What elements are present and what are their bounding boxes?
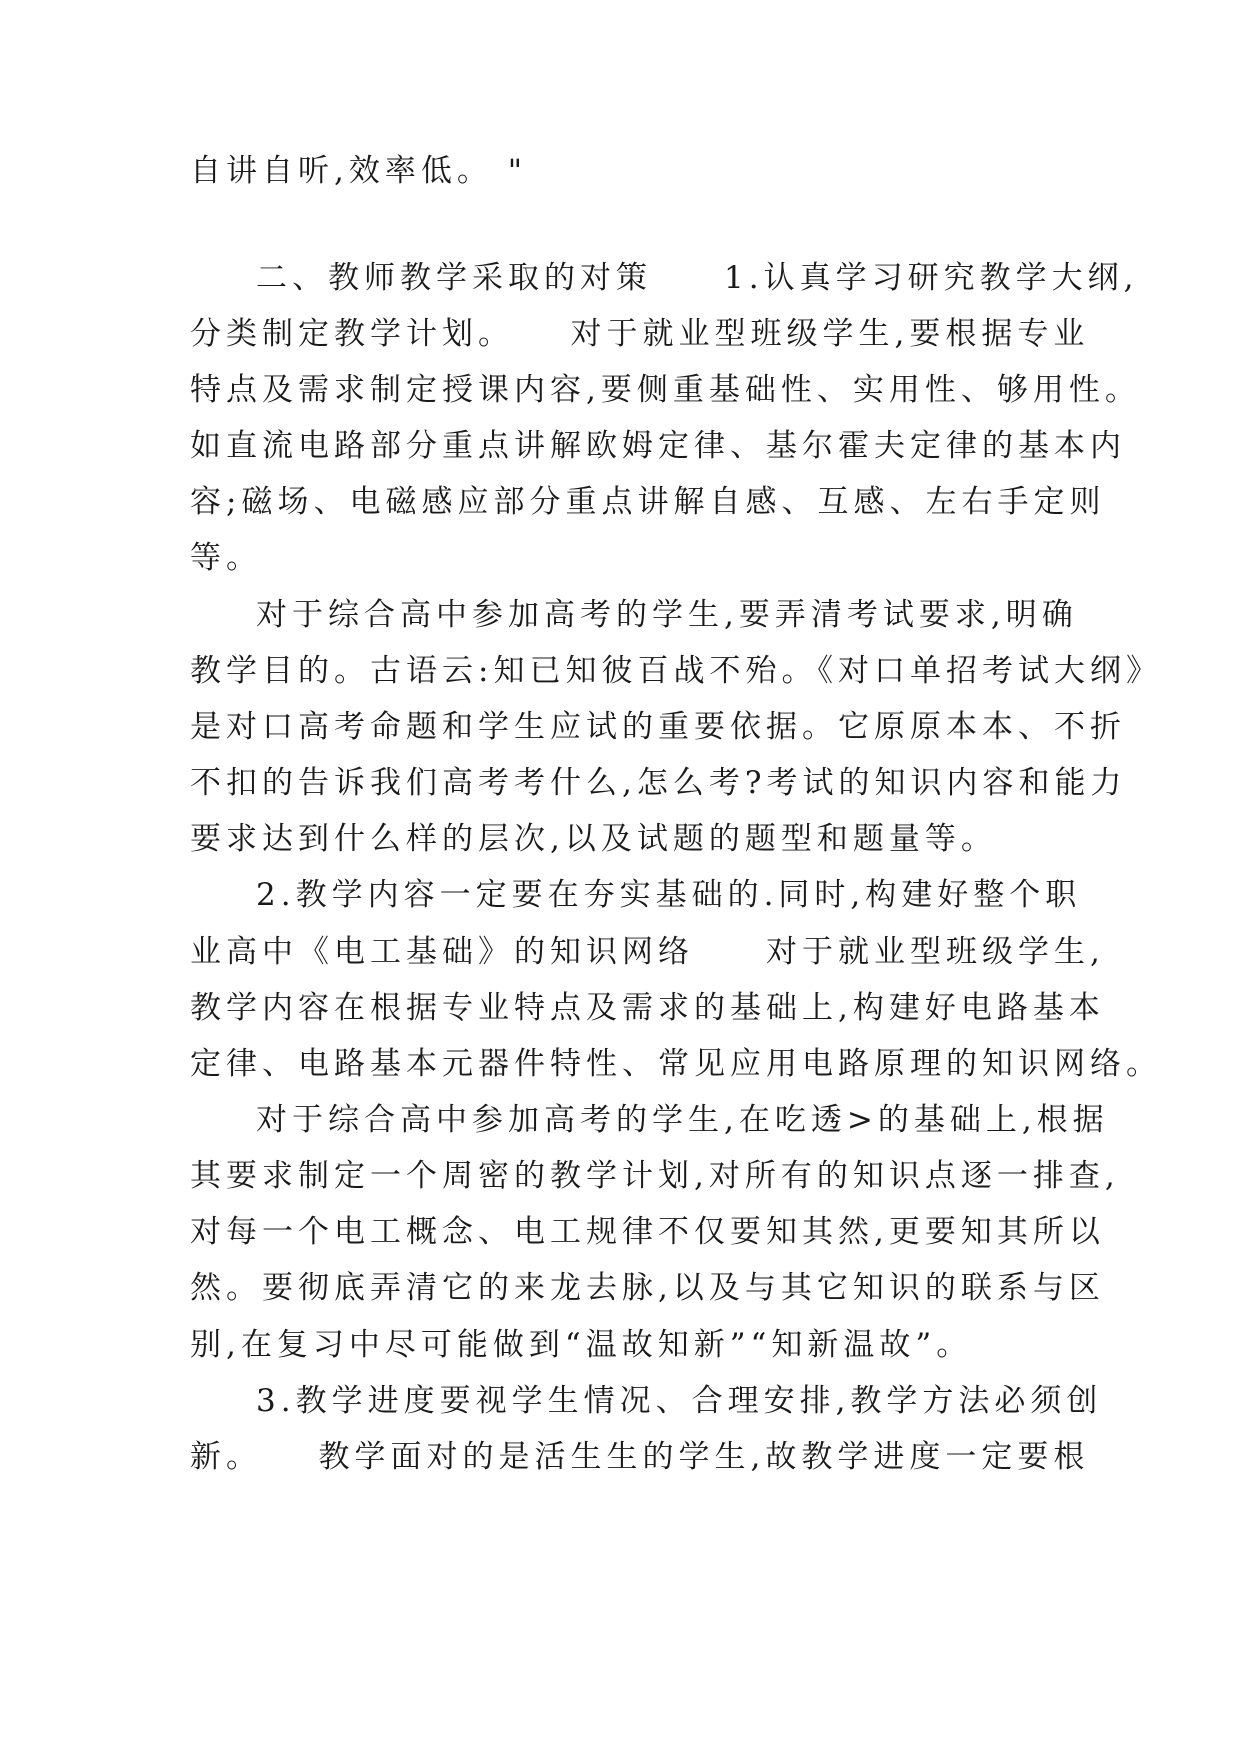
text-line: 业高中《电工基础》的知识网络 对于就业型班级学生, xyxy=(190,934,1105,970)
text-line: 等。 xyxy=(190,540,262,576)
text-line: 如直流电路部分重点讲解欧姆定律、基尔霍夫定律的基本内 xyxy=(190,428,1126,464)
paragraph-start-line: 对于综合高中参加高考的学生,要弄清考试要求,明确 xyxy=(256,597,1078,633)
text-line: 容;磁场、电磁感应部分重点讲解自感、互感、左右手定则 xyxy=(190,484,1106,520)
text-line: 对每一个电工概念、电工规律不仅要知其然,更要知其所以 xyxy=(190,1214,1105,1250)
paragraph-start-line: 2.教学内容一定要在夯实基础的.同时,构建好整个职 xyxy=(256,877,1082,913)
text-line: 教学目的。古语云:知已知彼百战不殆。《对口单招考试大纲》 xyxy=(190,653,1162,689)
text-line: 特点及需求制定授课内容,要侧重基础性、实用性、够用性。 xyxy=(190,372,1141,408)
text-line: 要求达到什么样的层次,以及试题的题型和题量等。 xyxy=(190,821,997,857)
text-line: 不扣的告诉我们高考考什么,怎么考?考试的知识内容和能力 xyxy=(190,765,1127,801)
paragraph-start-line: 3.教学进度要视学生情况、合理安排,教学方法必须创 xyxy=(256,1383,1103,1419)
text-line: 是对口高考命题和学生应试的重要依据。它原原本本、不折 xyxy=(190,709,1126,745)
text-line: 分类制定教学计划。 对于就业型班级学生,要根据专业 xyxy=(190,316,1090,352)
text-line: 其要求制定一个周密的教学计划,对所有的知识点逐一排查, xyxy=(190,1158,1120,1194)
text-line: 定律、电路基本元器件特性、常见应用电路原理的知识网络。 xyxy=(190,1046,1162,1082)
text-line: 然。要彻底弄清它的来龙去脉,以及与其它知识的联系与区 xyxy=(190,1270,1105,1306)
section-heading-line: 二、教师教学采取的对策 1.认真学习研究教学大纲, xyxy=(256,260,1139,296)
text-line: 别,在复习中尽可能做到“温故知新”“知新温故”。 xyxy=(190,1327,973,1363)
text-line: 新。 教学面对的是活生生的学生,故教学进度一定要根 xyxy=(190,1439,1090,1475)
text-line: 教学内容在根据专业特点及需求的基础上,构建好电路基本 xyxy=(190,990,1105,1026)
text-line: 自讲自听,效率低。 " xyxy=(190,153,527,189)
paragraph-start-line: 对于综合高中参加高考的学生,在吃透>的基础上,根据 xyxy=(256,1102,1109,1138)
